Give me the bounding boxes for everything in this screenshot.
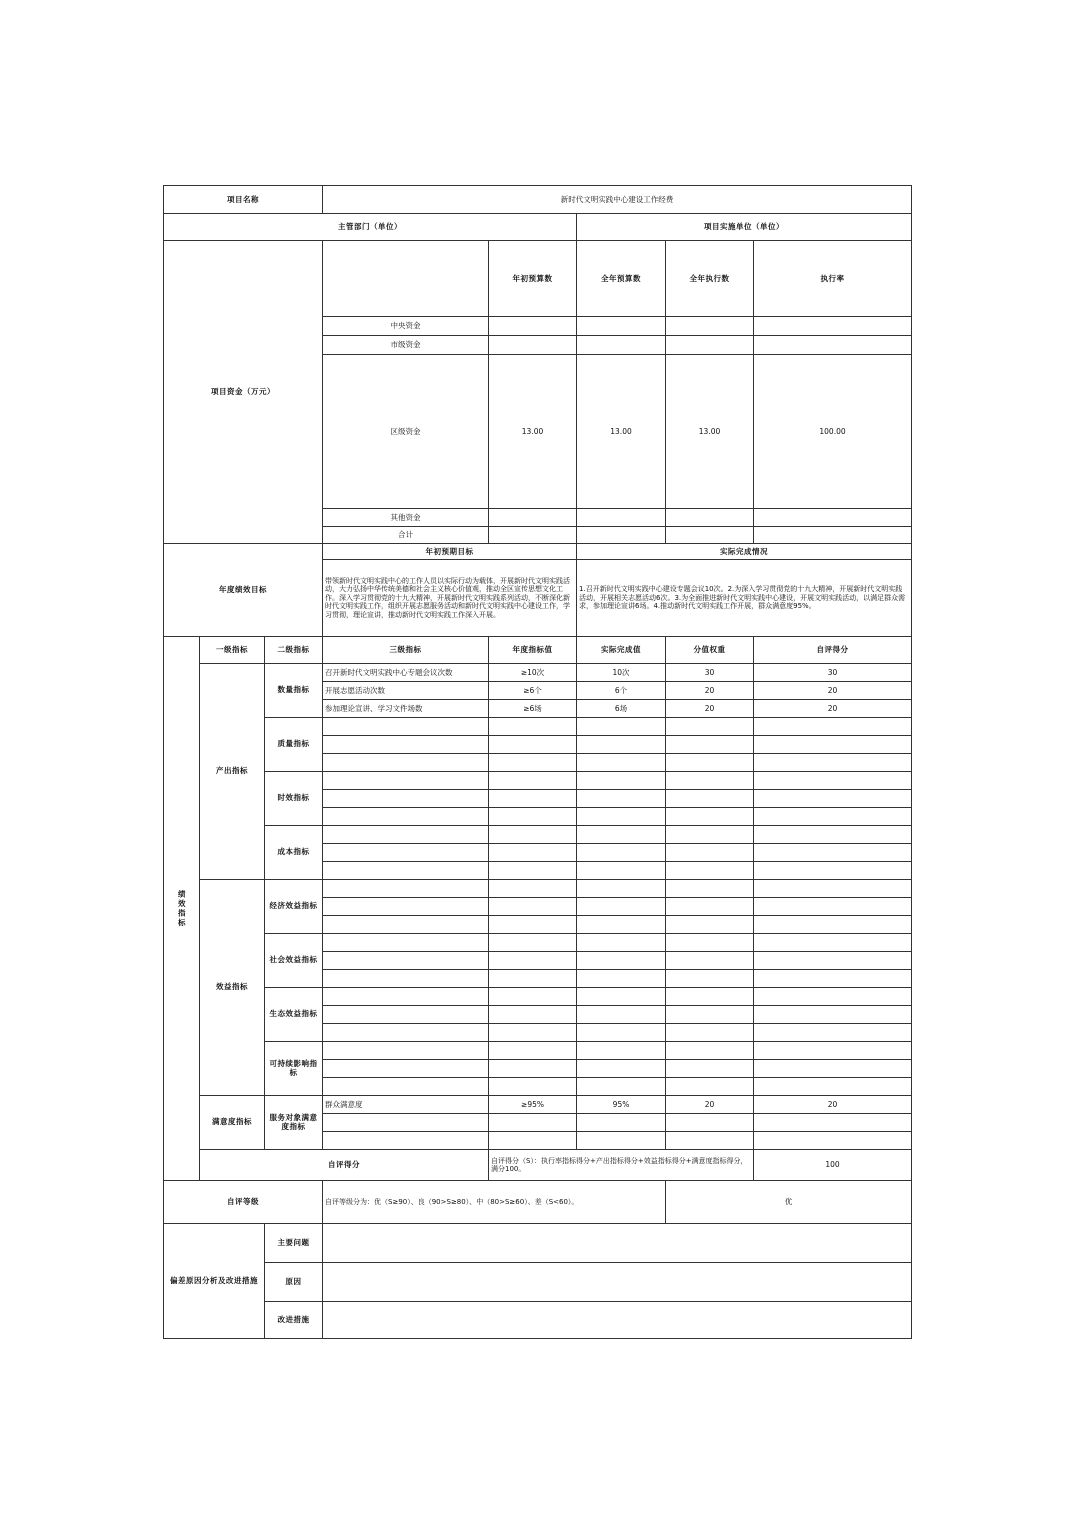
goals-label: 年度绩效目标: [164, 544, 323, 637]
indicator-weight: [666, 988, 754, 1006]
indicator-level3-name: [323, 826, 489, 844]
self-score-label: 自评得分: [200, 1150, 489, 1181]
indicator-actual: [577, 1024, 666, 1042]
funds-row-budget: [489, 509, 577, 527]
indicator-target: [489, 916, 577, 934]
indicator-level3-name: [323, 718, 489, 736]
indicator-score: 20: [754, 1096, 912, 1114]
indicator-actual: [577, 1114, 666, 1132]
indicator-weight: [666, 1114, 754, 1132]
indicator-level3-name: 参加理论宣讲、学习文件场数: [323, 700, 489, 718]
effect-indicators-label: 效益指标: [200, 880, 265, 1096]
indicator-actual: [577, 988, 666, 1006]
indicator-weight: [666, 1060, 754, 1078]
indicator-score: [754, 808, 912, 826]
indicator-weight: [666, 736, 754, 754]
indicator-target: [489, 718, 577, 736]
indicator-target: [489, 898, 577, 916]
goals-plan-text: 带领新时代文明实践中心的工作人员以实际行动为载体，开展新时代文明实践活动，大力弘扬中华传统美德和社会主义核心价值观，推动全区宣传思想文化工作。深入学习贯彻党的十九大精神，开展新时代文明实践系列活动，不断深化新时代文明实践工作，组织开展志愿服务活动和新时代文明实践中心建设工作，学习贯彻，理论宣讲，推动新时代文明实践工作深入开展。: [323, 560, 577, 637]
indicator-level3-name: [323, 772, 489, 790]
indicator-level3-name: [323, 916, 489, 934]
self-score-text: 自评得分（S）：执行率指标得分+产出指标得分+效益指标得分+满意度指标得分，满分100。: [489, 1150, 754, 1181]
funds-row-rate: [754, 509, 912, 527]
indicator-weight: [666, 952, 754, 970]
project-name-label: 项目名称: [164, 186, 323, 214]
indicator-header-weight: 分值权重: [666, 637, 754, 664]
indicator-score: [754, 718, 912, 736]
indicator-weight: [666, 790, 754, 808]
indicator-score: [754, 934, 912, 952]
indicator-target: [489, 1042, 577, 1060]
funds-row-exec: [666, 336, 754, 355]
funds-row-exec: [666, 509, 754, 527]
indicator-score: [754, 826, 912, 844]
sub-quality-label: 质量指标: [265, 718, 323, 772]
indicator-actual: [577, 1078, 666, 1096]
indicator-level3-name: [323, 1132, 489, 1150]
indicator-score: [754, 916, 912, 934]
funds-row-full: [577, 527, 666, 544]
sub-social-label: 社会效益指标: [265, 934, 323, 988]
funds-label: 项目资金（万元）: [164, 241, 323, 544]
indicator-score: [754, 1114, 912, 1132]
indicator-score: [754, 862, 912, 880]
indicators-side-label: 绩效指标: [164, 637, 200, 1181]
funds-row-exec: [666, 527, 754, 544]
sub-timeliness-label: 时效指标: [265, 772, 323, 826]
funds-row-rate: 100.00: [754, 355, 912, 509]
indicator-actual: 10次: [577, 664, 666, 682]
indicator-target: [489, 1060, 577, 1078]
indicator-weight: [666, 1078, 754, 1096]
indicator-weight: [666, 1042, 754, 1060]
self-score-weight: 100: [754, 1150, 912, 1181]
indicator-level3-name: [323, 1078, 489, 1096]
indicator-weight: [666, 844, 754, 862]
funds-row-name: 合计: [323, 527, 489, 544]
indicator-level3-name: [323, 1024, 489, 1042]
indicator-target: [489, 844, 577, 862]
indicator-weight: 20: [666, 1096, 754, 1114]
indicator-weight: [666, 862, 754, 880]
indicator-actual: [577, 862, 666, 880]
funds-header-exec: 全年执行数: [666, 241, 754, 317]
indicator-level3-name: 群众满意度: [323, 1096, 489, 1114]
goals-actual-header: 实际完成情况: [577, 544, 912, 560]
indicator-header-level3: 三级指标: [323, 637, 489, 664]
indicator-level3-name: [323, 844, 489, 862]
indicator-weight: 20: [666, 700, 754, 718]
indicator-weight: [666, 1024, 754, 1042]
indicator-weight: [666, 934, 754, 952]
output-indicators-label: 产出指标: [200, 664, 265, 880]
indicator-weight: [666, 826, 754, 844]
indicator-target: [489, 790, 577, 808]
funds-row-budget: [489, 317, 577, 336]
indicator-level3-name: [323, 880, 489, 898]
funds-header-blank: [323, 241, 489, 317]
funds-row-exec: 13.00: [666, 355, 754, 509]
indicator-actual: [577, 934, 666, 952]
funds-row-rate: [754, 527, 912, 544]
implementing-unit-label: 项目实施单位（单位）: [577, 214, 912, 241]
indicator-score: [754, 844, 912, 862]
funds-row-rate: [754, 336, 912, 355]
indicator-score: [754, 1078, 912, 1096]
indicator-score: [754, 898, 912, 916]
indicator-actual: [577, 790, 666, 808]
indicator-level3-name: [323, 1006, 489, 1024]
indicator-target: [489, 1024, 577, 1042]
indicator-target: ≥6场: [489, 700, 577, 718]
indicator-score: 20: [754, 682, 912, 700]
indicator-weight: [666, 1006, 754, 1024]
indicator-target: [489, 970, 577, 988]
indicator-actual: [577, 808, 666, 826]
indicator-level3-name: [323, 988, 489, 1006]
indicator-header-target: 年度指标值: [489, 637, 577, 664]
self-grade-value: 优: [666, 1181, 912, 1224]
sub-cost-label: 成本指标: [265, 826, 323, 880]
indicator-target: [489, 988, 577, 1006]
indicator-weight: [666, 754, 754, 772]
indicator-level3-name: [323, 736, 489, 754]
indicator-score: [754, 790, 912, 808]
indicator-header-level1: 一级指标: [200, 637, 265, 664]
self-grade-text: 自评等级分为：优（S≥90）、良（90>S≥80）、中（80>S≥60）、差（S<60）。: [323, 1181, 666, 1224]
indicator-score: [754, 952, 912, 970]
analysis-item-problems: 主要问题: [265, 1224, 323, 1263]
funds-header-full: 全年预算数: [577, 241, 666, 317]
goals-actual-text: 1.召开新时代文明实践中心建设专题会议10次。2.为深入学习贯彻党的十九大精神，开展新时代文明实践活动，开展相关志愿活动6次。3.为全面推进新时代文明实践中心建设，开展文明实践活动，以满足群众需求，参加理论宣讲6场。4.推动新时代文明实践工作开展，群众满意度95%。: [577, 560, 912, 637]
indicator-score: [754, 1024, 912, 1042]
funds-row-name: 市级资金: [323, 336, 489, 355]
indicator-weight: 30: [666, 664, 754, 682]
funds-row-full: 13.00: [577, 355, 666, 509]
indicator-score: [754, 1006, 912, 1024]
indicator-level3-name: [323, 1060, 489, 1078]
indicator-weight: [666, 1132, 754, 1150]
indicator-score: [754, 1042, 912, 1060]
sub-sustainable-label: 可持续影响指标: [265, 1042, 323, 1096]
funds-row-name: 其他资金: [323, 509, 489, 527]
indicator-target: [489, 736, 577, 754]
indicator-level3-name: [323, 898, 489, 916]
indicator-actual: [577, 1042, 666, 1060]
funds-row-full: [577, 509, 666, 527]
indicator-actual: 6场: [577, 700, 666, 718]
analysis-value: [323, 1224, 912, 1263]
indicator-score: [754, 1132, 912, 1150]
indicator-level3-name: [323, 754, 489, 772]
indicator-weight: [666, 772, 754, 790]
indicator-header-level2: 二级指标: [265, 637, 323, 664]
funds-row-rate: [754, 317, 912, 336]
indicator-level3-name: [323, 970, 489, 988]
indicator-actual: [577, 880, 666, 898]
indicator-actual: 6个: [577, 682, 666, 700]
indicator-target: [489, 1006, 577, 1024]
funds-header-rate: 执行率: [754, 241, 912, 317]
analysis-value: [323, 1302, 912, 1339]
indicator-target: ≥10次: [489, 664, 577, 682]
indicator-level3-name: [323, 952, 489, 970]
indicator-actual: [577, 1006, 666, 1024]
indicator-score: [754, 754, 912, 772]
indicator-actual: [577, 1132, 666, 1150]
indicator-score: [754, 736, 912, 754]
indicator-actual: 95%: [577, 1096, 666, 1114]
indicator-target: [489, 808, 577, 826]
indicator-score: [754, 970, 912, 988]
indicator-score: 30: [754, 664, 912, 682]
sub-service-label: 服务对象满意度指标: [265, 1096, 323, 1150]
indicator-weight: [666, 880, 754, 898]
indicator-target: [489, 772, 577, 790]
indicator-score: [754, 772, 912, 790]
indicator-target: [489, 754, 577, 772]
indicator-target: [489, 862, 577, 880]
indicator-actual: [577, 844, 666, 862]
indicator-header-score: 自评得分: [754, 637, 912, 664]
sub-ecological-label: 生态效益指标: [265, 988, 323, 1042]
indicator-level3-name: 开展志愿活动次数: [323, 682, 489, 700]
indicator-weight: 20: [666, 682, 754, 700]
sub-economic-label: 经济效益指标: [265, 880, 323, 934]
indicator-actual: [577, 772, 666, 790]
indicator-target: [489, 880, 577, 898]
indicator-weight: [666, 916, 754, 934]
indicator-level3-name: [323, 808, 489, 826]
funds-header-budget: 年初预算数: [489, 241, 577, 317]
indicator-target: [489, 934, 577, 952]
indicator-target: [489, 952, 577, 970]
indicator-actual: [577, 826, 666, 844]
indicator-target: [489, 1132, 577, 1150]
indicator-score: [754, 880, 912, 898]
funds-row-name: 中央资金: [323, 317, 489, 336]
funds-row-full: [577, 317, 666, 336]
indicator-actual: [577, 916, 666, 934]
indicator-level3-name: [323, 1114, 489, 1132]
indicator-actual: [577, 718, 666, 736]
analysis-item-measures: 改进措施: [265, 1302, 323, 1339]
analysis-item-reasons: 原因: [265, 1263, 323, 1302]
indicator-actual: [577, 1060, 666, 1078]
indicator-target: [489, 1078, 577, 1096]
indicator-level3-name: [323, 934, 489, 952]
indicator-target: [489, 826, 577, 844]
indicator-level3-name: [323, 790, 489, 808]
indicator-header-actual: 实际完成值: [577, 637, 666, 664]
indicator-actual: [577, 754, 666, 772]
indicator-target: ≥6个: [489, 682, 577, 700]
indicator-target: ≥95%: [489, 1096, 577, 1114]
indicator-score: 20: [754, 700, 912, 718]
performance-self-evaluation-table: [163, 185, 912, 1339]
indicator-actual: [577, 736, 666, 754]
analysis-value: [323, 1263, 912, 1302]
indicator-score: [754, 1060, 912, 1078]
funds-row-budget: 13.00: [489, 355, 577, 509]
funds-row-budget: [489, 336, 577, 355]
indicator-level3-name: [323, 1042, 489, 1060]
funds-row-name: 区级资金: [323, 355, 489, 509]
sub-quantity-label: 数量指标: [265, 664, 323, 718]
satisfaction-indicators-label: 满意度指标: [200, 1096, 265, 1150]
indicator-weight: [666, 898, 754, 916]
funds-row-full: [577, 336, 666, 355]
goals-plan-header: 年初预期目标: [323, 544, 577, 560]
funds-row-budget: [489, 527, 577, 544]
indicator-weight: [666, 718, 754, 736]
indicator-level3-name: [323, 862, 489, 880]
analysis-label: 偏差原因分析及改进措施: [164, 1224, 265, 1339]
indicator-actual: [577, 898, 666, 916]
funds-row-exec: [666, 317, 754, 336]
indicator-actual: [577, 952, 666, 970]
self-grade-label: 自评等级: [164, 1181, 323, 1224]
indicator-weight: [666, 808, 754, 826]
indicator-weight: [666, 970, 754, 988]
indicator-score: [754, 988, 912, 1006]
project-name-value: 新时代文明实践中心建设工作经费: [323, 186, 912, 214]
indicator-target: [489, 1114, 577, 1132]
indicator-actual: [577, 970, 666, 988]
department-label: 主管部门（单位）: [164, 214, 577, 241]
indicator-level3-name: 召开新时代文明实践中心专题会议次数: [323, 664, 489, 682]
